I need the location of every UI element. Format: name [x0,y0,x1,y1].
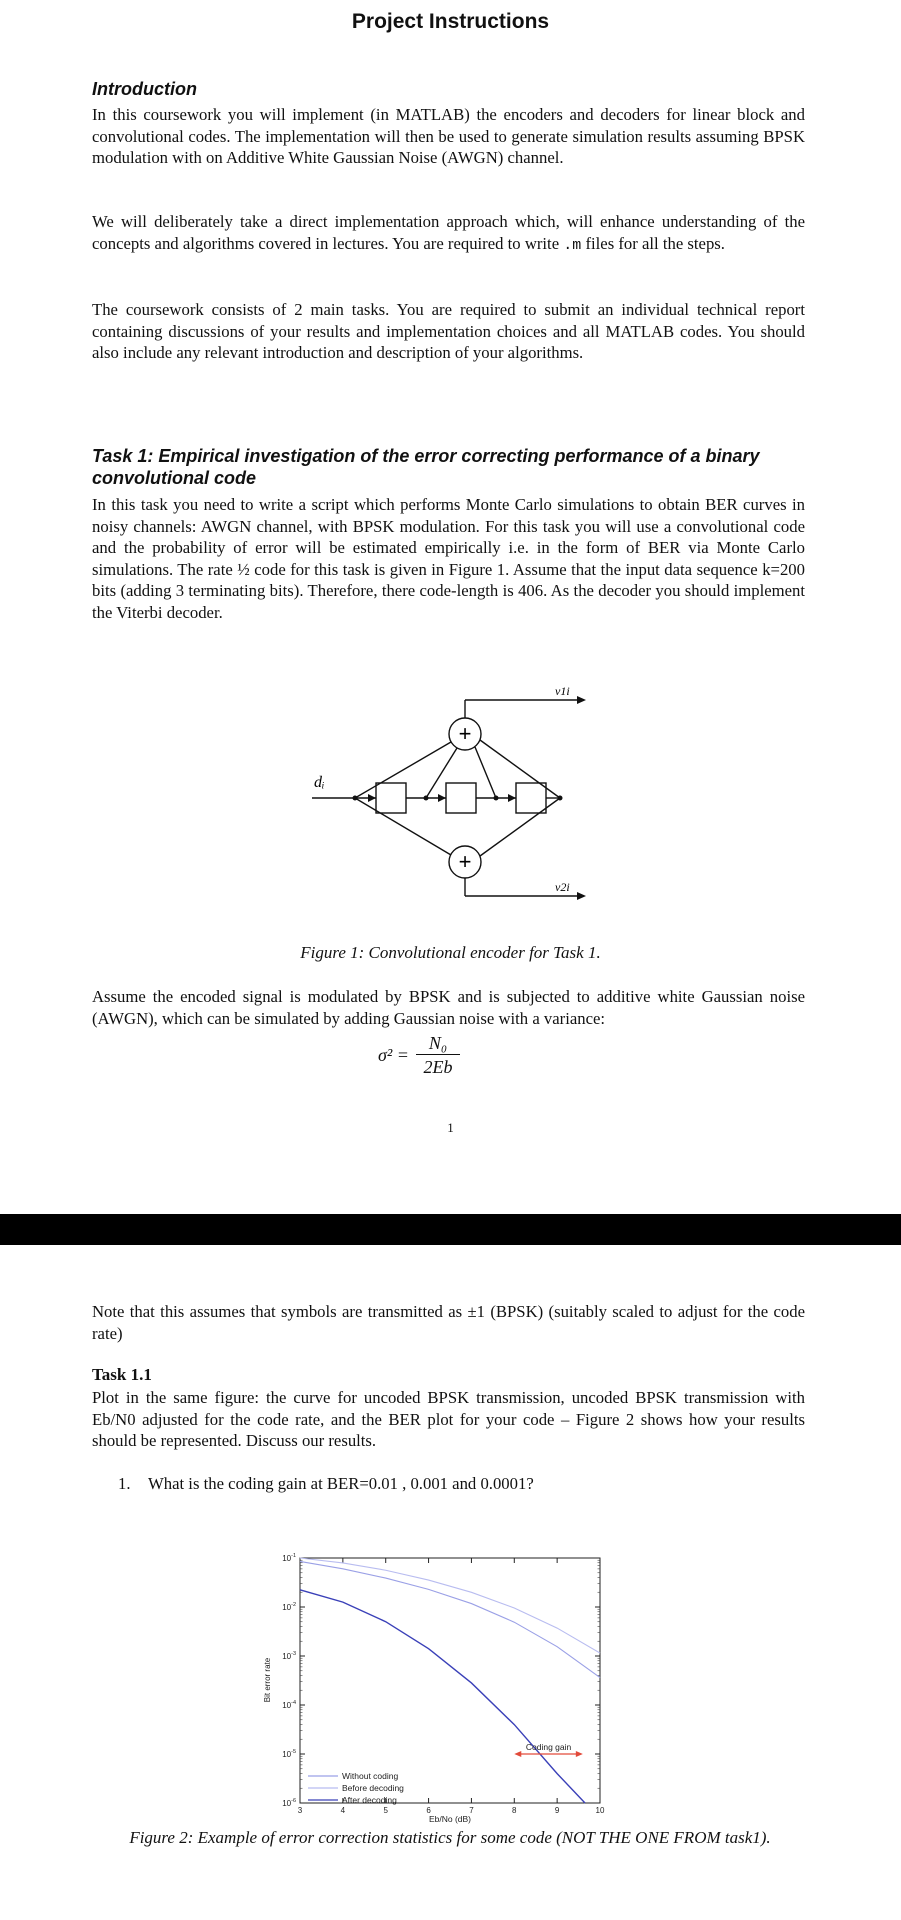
introduction-heading: Introduction [92,79,197,99]
x-tick-label: 10 [595,1806,605,1815]
x-tick-label: 8 [512,1806,517,1815]
x-tick-label: 9 [554,1806,560,1815]
intro-paragraph-2: We will deliberately take a direct implementation approach which, will enhance understanding of the concepts and algorithms covered in lectures. You are required to write .m files for all the steps. [92,212,805,254]
page-title: Project Instructions [351,10,550,33]
variance-equation [378,1032,488,1082]
legend-without-coding: Without coding [342,1771,399,1781]
task1-paragraph: In this task you need to write a script which performs Monte Carlo simulations to obtain BER curves in noisy channels: AWGN channel, with BPSK modulation. For this task you will use a convolutional code and the probability of error will be estimated empirically i.e. in the form of BER via Monte Carlo simulations. The rate ½ code for this task is given in Figure 1. Assume that the input data sequence k=200 bits (adding 3 terminating bits). Therefore, there code-length is 406. As the decoder you should implement the Viterbi decoder. [92,495,805,622]
coding-gain-label: Coding gain [525,1742,572,1752]
x-tick-label: 7 [469,1806,474,1815]
intro-paragraph-1: In this coursework you will implement (in MATLAB) the encoders and decoders for linear block and convolutional codes. The implementation will then be used to generate simulation results assuming BPSK modulation with on Additive White Gaussian Noise (AWGN) channel. [92,105,805,168]
y-tick-label: $10^{-3}$ [282,1651,296,1661]
legend-after-decoding: After decoding [342,1795,397,1805]
y-tick-label: $10^{-4}$ [282,1700,296,1710]
equation-lhs: σ² = [378,1045,409,1065]
noise-paragraph: Assume the encoded signal is modulated by BPSK and is subjected to additive white Gaussian noise (AWGN), which can be simulated by adding Gaussian noise with a variance: [92,987,805,1028]
delay-register-1 [376,783,406,813]
adder-bottom-symbol: + [458,849,472,874]
y-tick-exponent: -2 [291,1602,296,1608]
question-item: 1. What is the coding gain at BER=0.01 , 0.001 and 0.0001? [118,1474,534,1493]
task11-paragraph: Plot in the same figure: the curve for uncoded BPSK transmission, uncoded BPSK transmission with Eb/N0 adjusted for the code rate, and the BER plot for your code – Figure 2 shows how your results should be represented. Discuss our results. [92,1388,805,1451]
x-tick-label: 5 [383,1806,388,1815]
input-label: dᵢ [314,774,325,791]
plot-area [300,1558,600,1803]
convolutional-encoder-diagram [300,680,600,910]
task11-heading: Task 1.1 [92,1365,152,1384]
figure2-caption: Figure 2: Example of error correction statistics for some code (NOT THE ONE FROM task1). [129,1828,771,1847]
delay-register-2 [446,783,476,813]
x-tick-label: 3 [297,1806,303,1815]
delay-register-3 [516,783,546,813]
adder-top-symbol: + [458,721,472,746]
x-axis-label: Eb/No (dB) [428,1814,472,1824]
equation-denominator: 2Eb [423,1057,453,1077]
x-tick-label: 4 [340,1806,346,1815]
x-tick-label: 6 [426,1806,431,1815]
page-number: 1 [447,1120,454,1135]
y-tick-label: $10^{-1}$ [282,1553,296,1563]
page-separator [0,1214,901,1245]
m-file-extension: .m [563,236,582,254]
task1-heading: Task 1: Empirical investigation of the error correcting performance of a binary convolutional code [92,446,760,488]
y-tick-exponent: -4 [291,1700,296,1706]
note-paragraph: Note that this assumes that symbols are transmitted as ±1 (BPSK) (suitably scaled to adjust for the code rate) [92,1302,805,1343]
y-tick-exponent: -1 [291,1553,296,1559]
output-v1-label: v1i [555,684,570,698]
document-page-2 [0,1245,901,1920]
legend-before-decoding: Before decoding [342,1783,404,1793]
y-tick-label: $10^{-2}$ [282,1602,296,1612]
y-tick-label: $10^{-6}$ [282,1798,296,1808]
equation-numerator: N₀ [416,1032,460,1055]
y-tick-exponent: -6 [291,1798,296,1804]
y-tick-exponent: -5 [291,1749,296,1755]
figure1-caption: Figure 1: Convolutional encoder for Task 1. [300,943,601,962]
intro-paragraph-3: The coursework consists of 2 main tasks. You are required to submit an individual technical report containing discussions of your results and implementation choices and all MATLAB codes. You should also include any relevant introduction and description of your algorithms. [92,300,805,363]
ber-chart [250,1550,630,1825]
output-v2-label: v2i [555,880,570,894]
y-tick-label: $10^{-5}$ [282,1749,296,1759]
y-tick-exponent: -3 [291,1651,296,1657]
y-axis-label: Bit error rate [263,1657,272,1703]
